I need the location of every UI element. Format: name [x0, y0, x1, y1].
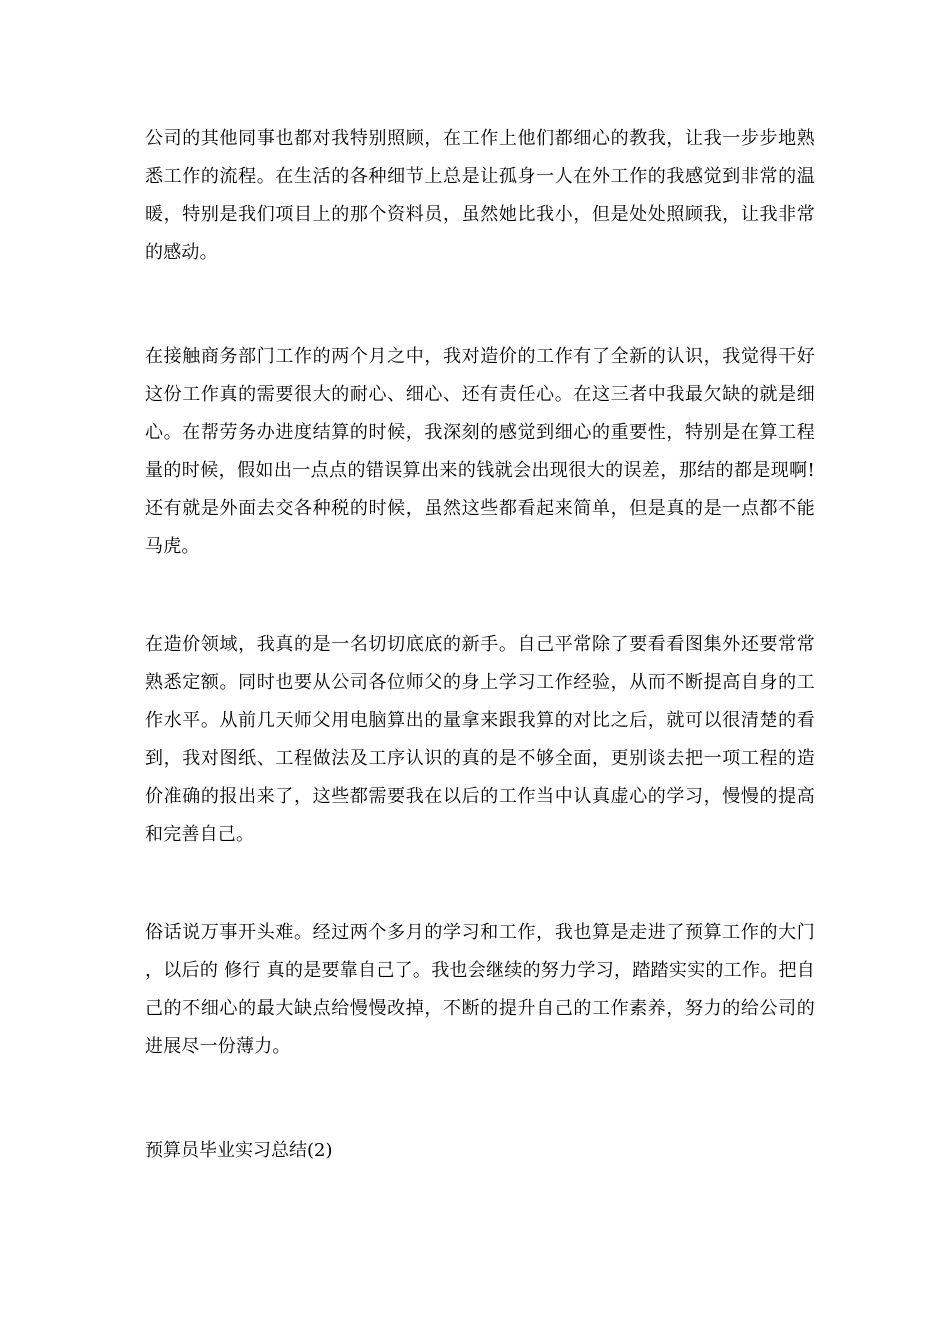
paragraph-commerce-department: 在接触商务部门工作的两个月之中，我对造价的工作有了全新的认识，我觉得干好这份工作真的需要很大的耐心、细心、还有责任心。在这三者中我最欠缺的就是细心。在帮劳务办进度结算的时候，我深刻的感觉到细心的重要性，特别是在算工程量的时候，假如出一点点的错误算出来的钱就会出现很大的误差，那结的都是现啊!还有就是外面去交各种税的时候，虽然这些都看起来简单，但是真的是一点都不能马虎。 — [145, 346, 815, 557]
paragraph-colleagues: 公司的其他同事也都对我特别照顾，在工作上他们都细心的教我，让我一步步地熟悉工作的流程。在生活的各种细节上总是让孤身一人在外工作的我感觉到非常的温暖，特别是我们项目上的那个资料员，虽然她比我小，但是处处照顾我，让我非常的感动。 — [145, 128, 815, 263]
paragraph-conclusion: 俗话说万事开头难。经过两个多月的学习和工作，我也算是走进了预算工作的大门 ，以后的 修行 真的是要靠自己了。我也会继续的努力学习，踏踏实实的工作。把自己的不细心的最大缺点给慢慢改掉，不断的提升自己的工作素养，努力的给公司的进展尽一份薄力。 — [145, 922, 815, 1057]
section-heading: 预算员毕业实习总结(2) — [145, 1140, 333, 1161]
paragraph-cost-field: 在造价领域，我真的是一名切切底底的新手。自己平常除了要看看图集外还要常常熟悉定额。同时也要从公司各位师父的身上学习工作经验，从而不断提高自身的工作水平。从前几天师父用电脑算出的量拿来跟我算的对比之后，就可以很清楚的看到，我对图纸、工程做法及工序认识的真的是不够全面，更别谈去把一项工程的造价准确的报出来了，这些都需要我在以后的工作当中认真虚心的学习，慢慢的提高和完善自己。 — [145, 634, 815, 845]
